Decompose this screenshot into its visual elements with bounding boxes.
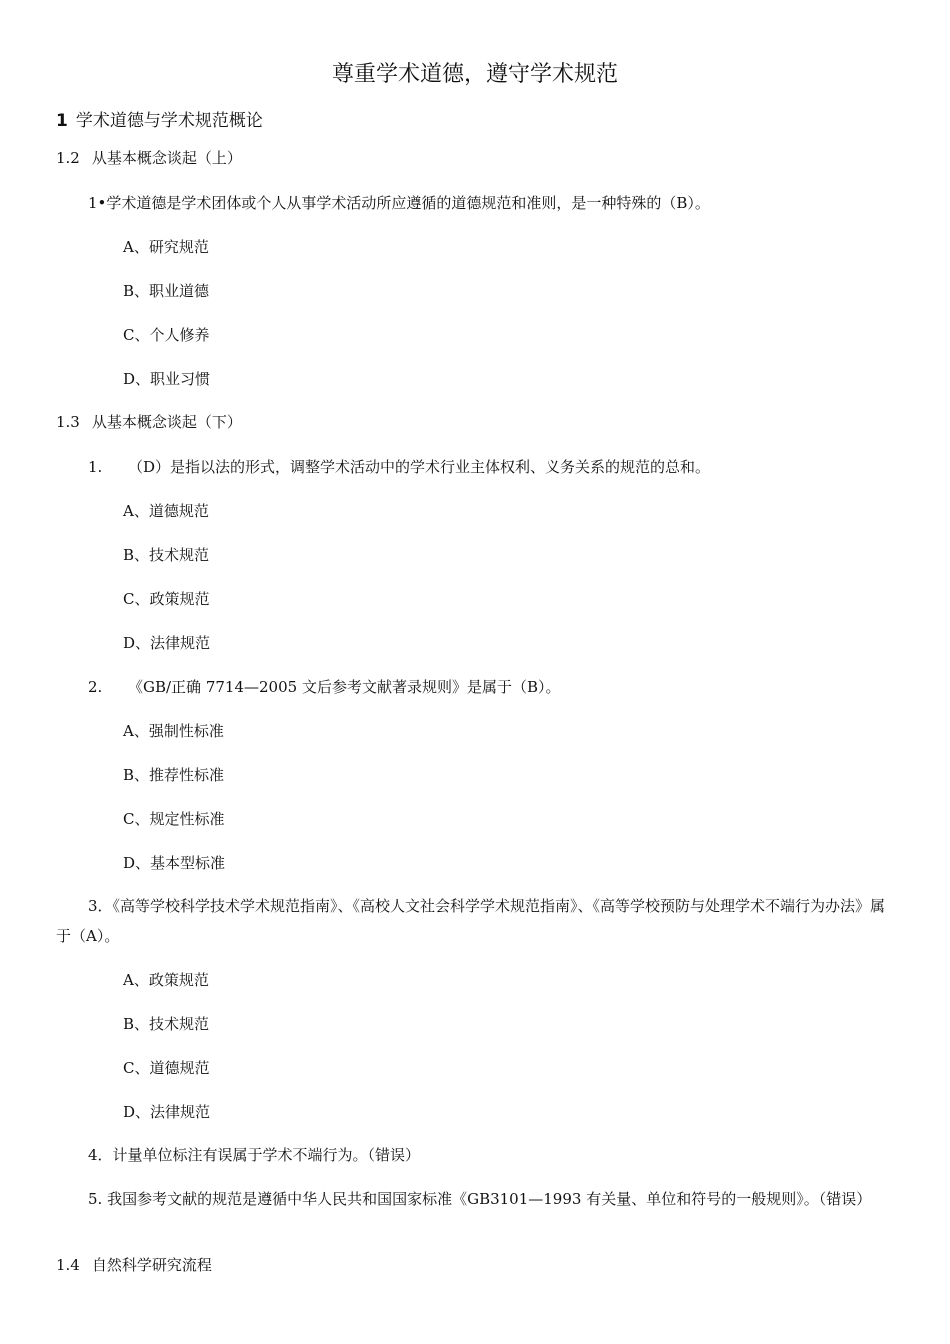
option-b: B、职业道德: [123, 282, 210, 300]
option-c: C、个人修养: [123, 326, 210, 344]
section-heading-1-4: [56, 1255, 212, 1275]
chapter-number: 1: [56, 111, 68, 131]
section-heading-1-2: [56, 148, 242, 168]
section-title: 从基本概念谈起（下）: [91, 413, 242, 431]
section-number: 1.4: [56, 1256, 80, 1274]
question-1-3-5: 5. 我国参考文献的规范是遵循中华人民共和国国家标准《GB3101—1993 有关量、单位和符号的一般规则》。（错误）: [88, 1190, 872, 1208]
section-title: 自然科学研究流程: [91, 1256, 212, 1274]
question-text: （D）是指以法的形式，调整学术活动中的学术行业主体权利、义务关系的规范的总和。: [128, 458, 711, 476]
question-1-3-1: [88, 457, 710, 477]
question-number: 2.: [88, 678, 103, 696]
option-b: B、技术规范: [123, 546, 210, 564]
option-c: C、道德规范: [123, 1059, 210, 1077]
option-b: B、技术规范: [123, 1015, 210, 1033]
option-b: B、推荐性标准: [123, 766, 225, 784]
option-d: D、法律规范: [123, 634, 211, 652]
section-heading-1-3: [56, 412, 242, 432]
option-d: D、法律规范: [123, 1103, 211, 1121]
question-1-3-2: [88, 677, 560, 697]
question-1-2-1: 1•学术道德是学术团体或个人从事学术活动所应遵循的道德规范和准则，是一种特殊的（B）。: [88, 194, 710, 212]
section-number: 1.3: [56, 413, 80, 431]
option-a: A、强制性标准: [123, 722, 224, 740]
question-1-3-3: 3．《高等学校科学技术学术规范指南》、《高校人文社会科学学术规范指南》、《高等学校预防与处理学术不端行为办法》属于（A）。: [56, 897, 886, 945]
chapter-heading: [56, 110, 263, 132]
option-a: A、道德规范: [123, 502, 209, 520]
question-text: 《GB/正确 7714—2005 文后参考文献著录规则》是属于（B）。: [128, 678, 561, 696]
option-c: C、规定性标准: [123, 810, 225, 828]
option-c: C、政策规范: [123, 590, 210, 608]
question-number: 1.: [88, 458, 103, 476]
question-1-3-4: 4．计量单位标注有误属于学术不端行为。（错误）: [88, 1146, 421, 1164]
option-d: D、基本型标准: [123, 854, 226, 872]
section-number: 1.2: [56, 149, 80, 167]
document-title: 尊重学术道德，遵守学术规范: [331, 62, 618, 87]
chapter-title: 学术道德与学术规范概论: [75, 111, 263, 131]
option-a: A、政策规范: [123, 971, 209, 989]
option-a: A、研究规范: [123, 238, 209, 256]
option-d: D、职业习惯: [123, 370, 211, 388]
section-title: 从基本概念谈起（上）: [91, 149, 242, 167]
